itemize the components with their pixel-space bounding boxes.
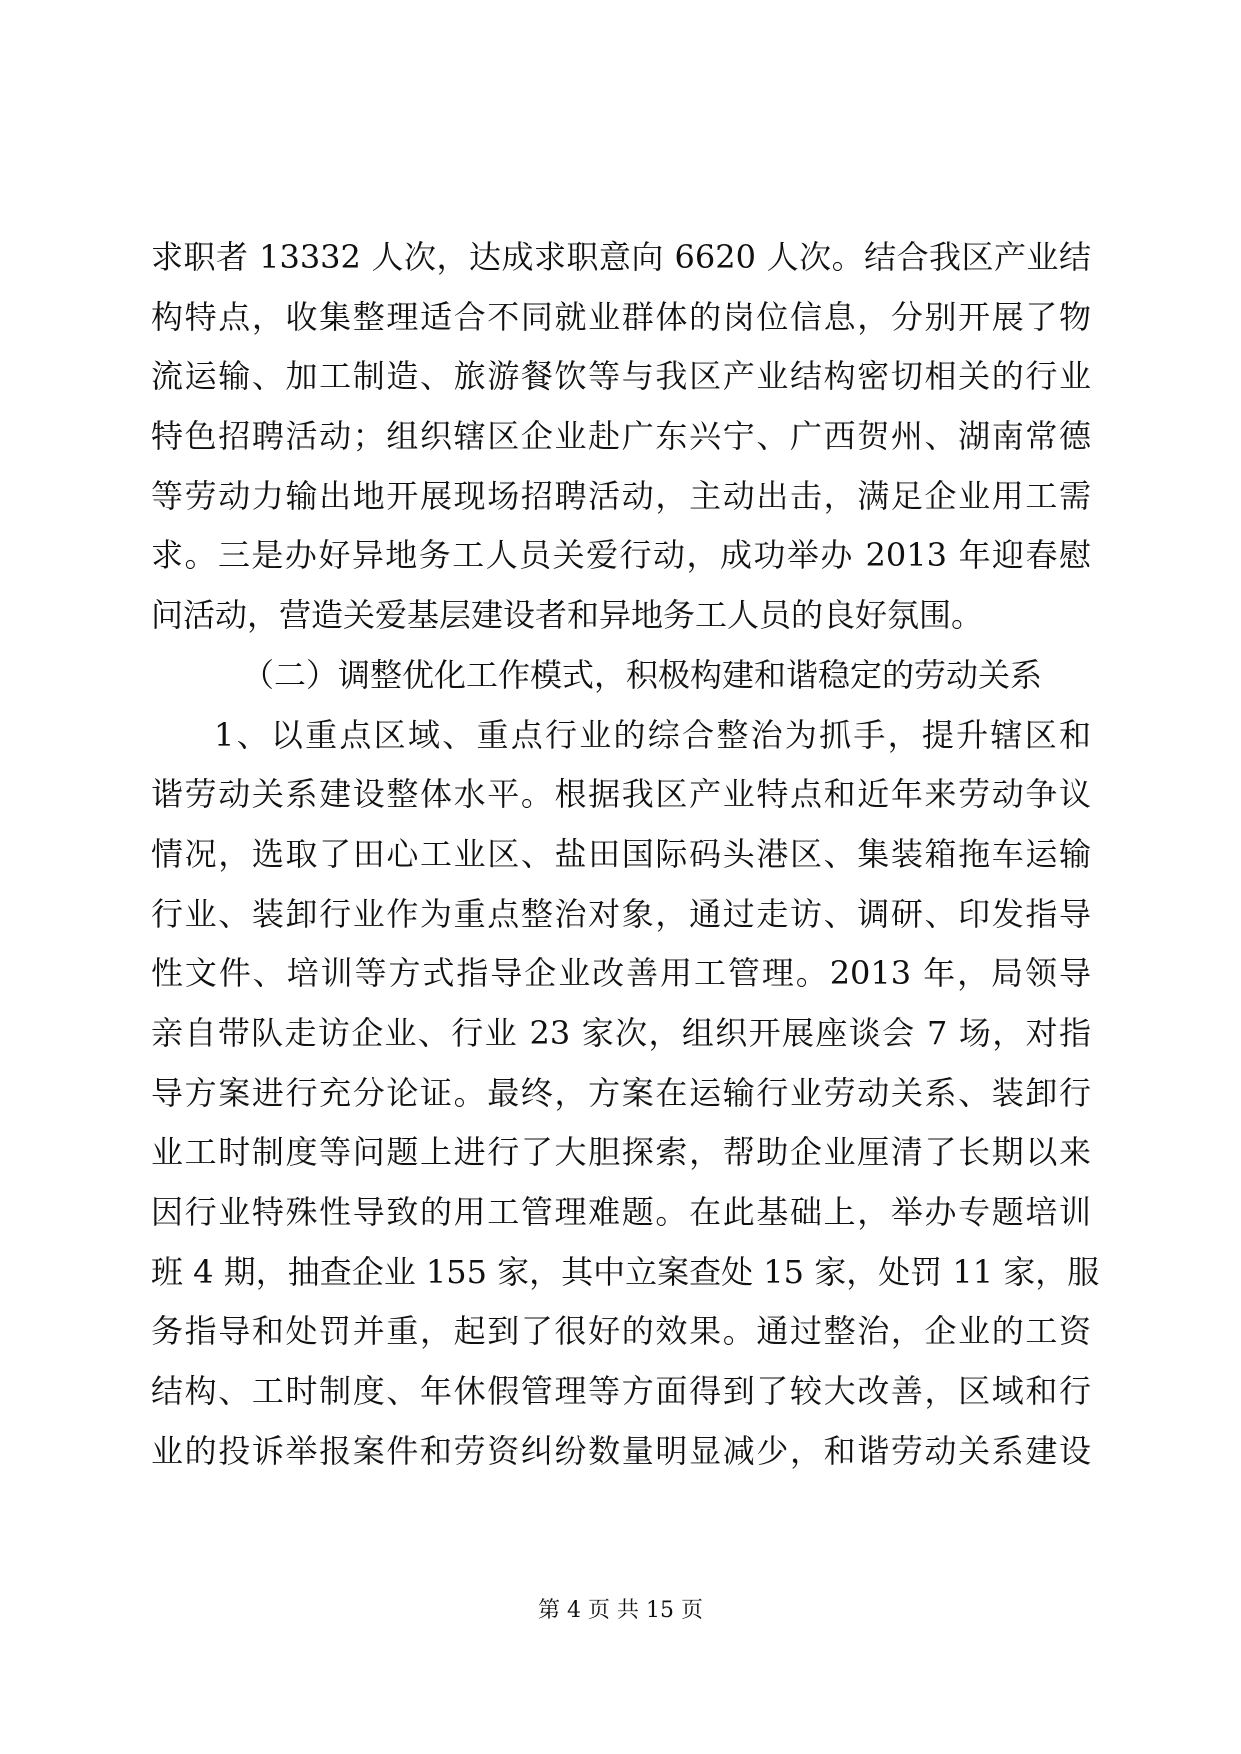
- page-number-footer: 第 4 页 共 15 页: [538, 1598, 703, 1623]
- text-line: 谐劳动关系建设整体水平。根据我区产业特点和近年来劳动争议: [151, 775, 1091, 814]
- text-line: 务指导和处罚并重，起到了很好的效果。通过整治，企业的工资: [151, 1312, 1091, 1351]
- text-line: 亲自带队走访企业、行业 23 家次，组织开展座谈会 7 场，对指: [151, 1013, 1091, 1052]
- text-line: 特色招聘活动；组织辖区企业赴广东兴宁、广西贺州、湖南常德: [151, 417, 1091, 456]
- text-line: 求职者 13332 人次，达成求职意向 6620 人次。结合我区产业结: [151, 238, 1091, 276]
- text-line: 性文件、培训等方式指导企业改善用工管理。2013 年，局领导: [151, 954, 1091, 993]
- text-line: 流运输、加工制造、旅游餐饮等与我区产业结构密切相关的行业: [151, 357, 1091, 396]
- section-heading: （二）调整优化工作模式，积极构建和谐稳定的劳动关系: [242, 655, 1043, 694]
- text-line: 因行业特殊性导致的用工管理难题。在此基础上，举办专题培训: [151, 1193, 1091, 1231]
- document-body: [151, 228, 1100, 1481]
- text-line: 问活动，营造关爱基层建设者和异地务工人员的良好氛围。: [151, 596, 984, 635]
- text-line: 结构、工时制度、年休假管理等方面得到了较大改善，区域和行: [151, 1372, 1091, 1411]
- text-line: 业的投诉举报案件和劳资纠纷数量明显减少，和谐劳动关系建设: [151, 1431, 1091, 1470]
- text-line: 等劳动力输出地开展现场招聘活动，主动出击，满足企业用工需: [151, 476, 1091, 515]
- text-line: 求。三是办好异地务工人员关爱行动，成功举办 2013 年迎春慰: [151, 536, 1091, 575]
- text-line: 构特点，收集整理适合不同就业群体的岗位信息，分别开展了物: [151, 297, 1091, 336]
- text-line: 业工时制度等问题上进行了大胆探索，帮助企业厘清了长期以来: [151, 1133, 1091, 1172]
- text-line: 1、以重点区域、重点行业的综合整治为抓手，提升辖区和: [214, 715, 1091, 754]
- text-line: 导方案进行充分论证。最终，方案在运输行业劳动关系、装卸行: [151, 1073, 1091, 1112]
- text-line: 行业、装卸行业作为重点整治对象，通过走访、调研、印发指导: [151, 894, 1091, 933]
- text-line: 情况，选取了田心工业区、盐田国际码头港区、集装箱拖车运输: [151, 834, 1091, 873]
- text-line: 班 4 期，抽查企业 155 家，其中立案查处 15 家，处罚 11 家，服: [151, 1252, 1100, 1291]
